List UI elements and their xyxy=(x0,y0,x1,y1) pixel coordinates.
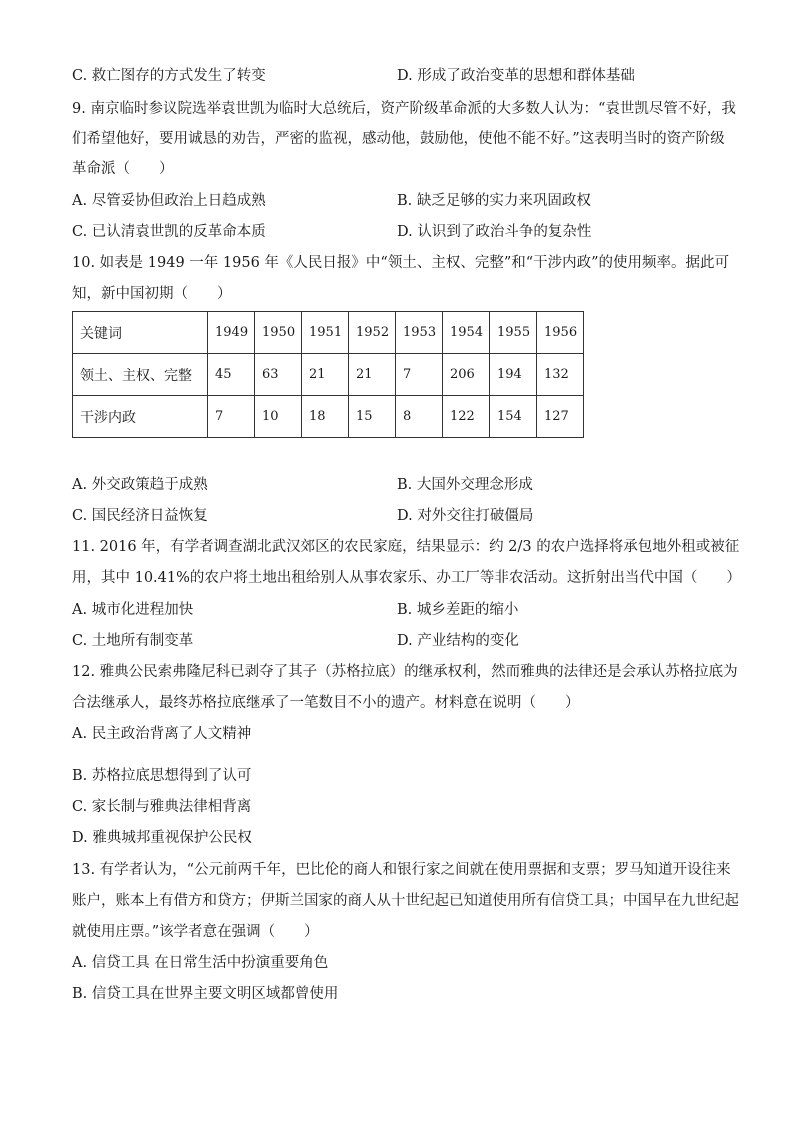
table-cell: 21 xyxy=(302,354,349,396)
table-cell: 18 xyxy=(302,396,349,438)
table-header-cell: 1949 xyxy=(208,312,255,354)
q9-option-d[interactable]: D. 认识到了政治斗争的复杂性 xyxy=(397,224,592,240)
table-row xyxy=(73,354,584,396)
q9-option-b[interactable]: B. 缺乏足够的实力来巩固政权 xyxy=(397,193,591,209)
q11-option-c[interactable]: C. 土地所有制变革 xyxy=(72,633,194,649)
table-cell: 7 xyxy=(208,396,255,438)
q12-option-c[interactable]: C. 家长制与雅典法律相背离 xyxy=(72,799,252,815)
keyword-frequency-table xyxy=(72,311,584,438)
table-cell: 63 xyxy=(255,354,302,396)
table-cell: 10 xyxy=(255,396,302,438)
q9-option-c[interactable]: C. 已认清袁世凯的反革命本质 xyxy=(72,224,266,240)
q11-option-a[interactable]: A. 城市化进程加快 xyxy=(72,602,194,618)
table-header-cell: 1954 xyxy=(443,312,490,354)
table-cell: 45 xyxy=(208,354,255,396)
q13-stem-line-2: 账户，账本上有借方和贷方；伊斯兰国家的商人从十世纪起已知道使用所有信贷工具；中国早在九世纪起 xyxy=(72,893,739,909)
q12-option-a[interactable]: A. 民主政治背离了人文精神 xyxy=(72,726,252,742)
q9-stem-line-1: 9. 南京临时参议院选举袁世凯为临时大总统后，资产阶级革命派的大多数人认为：“袁世凯尽管不好，我 xyxy=(72,101,736,117)
table-header-cell: 关键词 xyxy=(73,312,208,354)
q10-stem-line-1: 10. 如表是 1949 一年 1956 年《人民日报》中“领土、主权、完整”和“干涉内政”的使用频率。据此可 xyxy=(72,255,730,271)
q9-stem-line-2: 们希望他好，要用诚恳的劝告，严密的监视，感动他，鼓励他，使他不能不好。”这表明当时的资产阶级 xyxy=(72,131,725,147)
q12-option-b[interactable]: B. 苏格拉底思想得到了认可 xyxy=(72,768,252,784)
q12-stem-line-2: 合法继承人，最终苏格拉底继承了一笔数目不小的遗产。材料意在说明（ ） xyxy=(72,695,580,711)
q11-option-d[interactable]: D. 产业结构的变化 xyxy=(397,633,519,649)
table-cell: 21 xyxy=(349,354,396,396)
q10-option-d[interactable]: D. 对外交往打破僵局 xyxy=(397,508,534,524)
table-header-cell: 1950 xyxy=(255,312,302,354)
q10-option-b[interactable]: B. 大国外交理念形成 xyxy=(397,477,533,493)
table-cell: 122 xyxy=(443,396,490,438)
table-header-cell: 1952 xyxy=(349,312,396,354)
q13-option-b[interactable]: B. 信贷工具在世界主要文明区域都曾使用 xyxy=(72,986,339,1002)
table-header-cell: 1953 xyxy=(396,312,443,354)
table-cell: 8 xyxy=(396,396,443,438)
q11-stem-line-1: 11. 2016 年，有学者调查湖北武汉郊区的农民家庭，结果显示：约 2/3 的农户选择将承包地外租或被征 xyxy=(72,539,740,555)
table-cell: 领土、主权、完整 xyxy=(73,354,208,396)
q11-option-b[interactable]: B. 城乡差距的缩小 xyxy=(397,602,519,618)
table-header-cell: 1956 xyxy=(537,312,584,354)
q13-stem-line-1: 13. 有学者认为，“公元前两千年，巴比伦的商人和银行家之间就在使用票据和支票；罗马知道开设往来 xyxy=(72,862,731,878)
q12-stem-line-1: 12. 雅典公民索弗隆尼科已剥夺了其子（苏格拉底）的继承权利，然而雅典的法律还是会承认苏格拉底为 xyxy=(72,664,738,680)
q10-option-a[interactable]: A. 外交政策趋于成熟 xyxy=(72,477,208,493)
q13-stem-line-3: 就使用庄票。”该学者意在强调（ ） xyxy=(72,924,319,940)
table-cell: 206 xyxy=(443,354,490,396)
q9-stem-line-3: 革命派（ ） xyxy=(72,161,174,177)
q8-option-d[interactable]: D. 形成了政治变革的思想和群体基础 xyxy=(397,68,635,84)
table-cell: 7 xyxy=(396,354,443,396)
q12-option-d[interactable]: D. 雅典城邦重视保护公民权 xyxy=(72,830,252,846)
table-row xyxy=(73,396,584,438)
table-header-row xyxy=(73,312,584,354)
q11-stem-line-2: 用，其中 10.41%的农户将土地出租给别人从事农家乐、办工厂等非农活动。这折射出当代中国（ ） xyxy=(72,570,741,586)
table-cell: 15 xyxy=(349,396,396,438)
table-cell: 194 xyxy=(490,354,537,396)
table-cell: 干涉内政 xyxy=(73,396,208,438)
table-cell: 132 xyxy=(537,354,584,396)
table-header-cell: 1955 xyxy=(490,312,537,354)
table-cell: 127 xyxy=(537,396,584,438)
q9-option-a[interactable]: A. 尽管妥协但政治上日趋成熟 xyxy=(72,193,266,209)
table-header-cell: 1951 xyxy=(302,312,349,354)
q13-option-a[interactable]: A. 信贷工具 在日常生活中扮演重要角色 xyxy=(72,955,329,971)
table-cell: 154 xyxy=(490,396,537,438)
q10-stem-line-2: 知，新中国初期（ ） xyxy=(72,286,232,302)
q10-option-c[interactable]: C. 国民经济日益恢复 xyxy=(72,508,208,524)
q8-option-c[interactable]: C. 救亡图存的方式发生了转变 xyxy=(72,68,266,84)
